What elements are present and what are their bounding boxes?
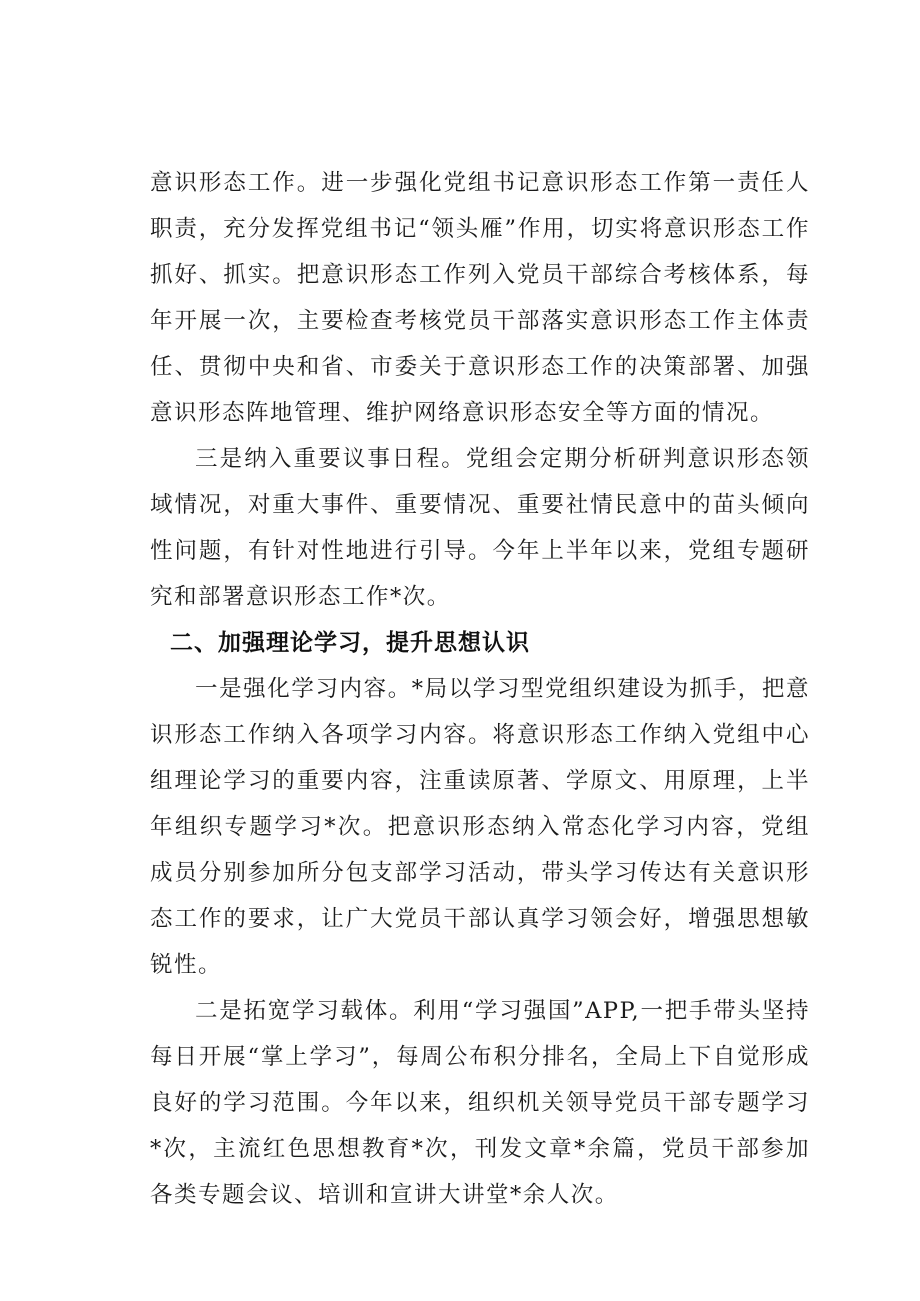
paragraph-ideology-responsibility: 意识形态工作。进一步强化党组书记意识形态工作第一责任人职责，充分发挥党组书记“领头雁”作用，切实将意识形态工作抓好、抓实。把意识形态工作列入党员干部综合考核体系，每年开展一次，主要检查考核党员干部落实意识形态工作主体责任、贯彻中央和省、市委关于意识形态工作的决策部署、加强意识形态阵地管理、维护网络意识形态安全等方面的情况。 xyxy=(150,170,810,426)
section-heading-theory-study: 二、加强理论学习，提升思想认识 xyxy=(170,630,530,656)
paragraph-agenda: 三是纳入重要议事日程。党组会定期分析研判意识形态领域情况，对重大事件、重要情况、重要社情民意中的苗头倾向性问题，有针对性地进行引导。今年上半年以来，党组专题研究和部署意识形态工作*次。 xyxy=(150,446,810,610)
paragraph-study-carrier: 二是拓宽学习载体。利用“学习强国”APP,一把手带头坚持每日开展“掌上学习”，每周公布积分排名，全局上下自觉形成良好的学习范围。今年以来，组织机关领导党员干部专题学习*次，主流红色思想教育*次，刊发文章*余篇，党员干部参加各类专题会议、培训和宣讲大讲堂*余人次。 xyxy=(150,998,810,1208)
paragraph-study-content: 一是强化学习内容。*局以学习型党组织建设为抓手，把意识形态工作纳入各项学习内容。将意识形态工作纳入党组中心组理论学习的重要内容，注重读原著、学原文、用原理，上半年组织专题学习*次。把意识形态纳入常态化学习内容，党组成员分别参加所分包支部学习活动，带头学习传达有关意识形态工作的要求，让广大党员干部认真学习领会好，增强思想敏锐性。 xyxy=(150,676,810,978)
document-body xyxy=(150,160,810,1218)
